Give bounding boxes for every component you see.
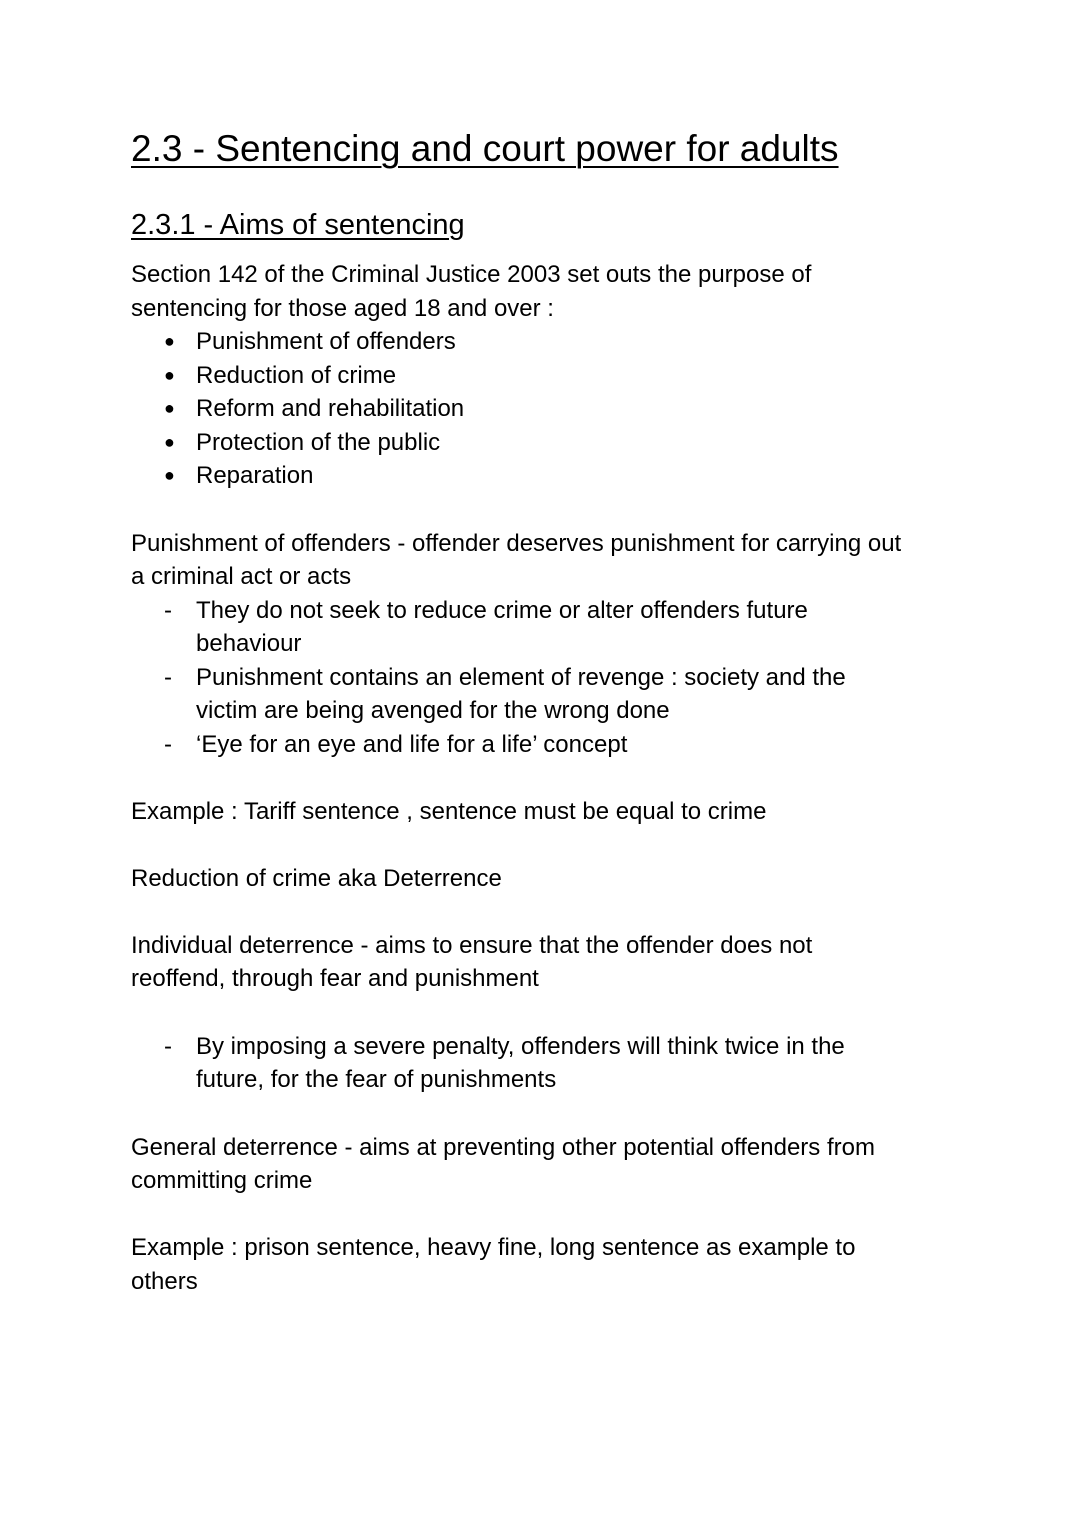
dash-item: They do not seek to reduce crime or alter offenders future (196, 597, 808, 624)
list-item: Reduction of crime (196, 362, 397, 389)
paragraph: Reduction of crime aka Deterrence (131, 865, 502, 892)
bullet-icon: ● (164, 432, 175, 452)
paragraph: Example : prison sentence, heavy fine, long sentence as example to (131, 1234, 856, 1261)
paragraph: reoffend, through fear and punishment (131, 965, 539, 992)
dash-icon: - (164, 731, 172, 758)
dash-item: victim are being avenged for the wrong done (196, 697, 670, 724)
section-heading: 2.3.1 - Aims of sentencing (131, 209, 465, 241)
dash-item: future, for the fear of punishments (196, 1066, 557, 1093)
dash-icon: - (164, 664, 172, 691)
list-item: Reform and rehabilitation (196, 395, 465, 422)
list-item: Reparation (196, 462, 314, 489)
intro-line: sentencing for those aged 18 and over : (131, 295, 554, 322)
paragraph: Example : Tariff sentence , sentence must be equal to crime (131, 798, 767, 825)
dash-item: ‘Eye for an eye and life for a life’ concept (196, 731, 628, 758)
bullet-icon: ● (164, 365, 175, 385)
list-item: Punishment of offenders (196, 328, 456, 355)
dash-icon: - (164, 1033, 172, 1060)
dash-item: behaviour (196, 630, 302, 657)
list-item: Protection of the public (196, 429, 441, 456)
intro-line: Section 142 of the Criminal Justice 2003 set outs the purpose of (131, 261, 812, 288)
bullet-icon: ● (164, 465, 175, 485)
bullet-icon: ● (164, 398, 175, 418)
dash-icon: - (164, 597, 172, 624)
bullet-icon: ● (164, 331, 175, 351)
page-title: 2.3 - Sentencing and court power for adults (131, 128, 839, 169)
paragraph: Punishment of offenders - offender deserves punishment for carrying out (131, 530, 902, 557)
paragraph: Individual deterrence - aims to ensure that the offender does not (131, 932, 813, 959)
dash-item: By imposing a severe penalty, offenders will think twice in the (196, 1033, 845, 1060)
paragraph: others (131, 1268, 198, 1295)
paragraph: a criminal act or acts (131, 563, 352, 590)
dash-item: Punishment contains an element of revenge : society and the (196, 664, 846, 691)
paragraph: General deterrence - aims at preventing other potential offenders from (131, 1134, 875, 1161)
paragraph: committing crime (131, 1167, 313, 1194)
